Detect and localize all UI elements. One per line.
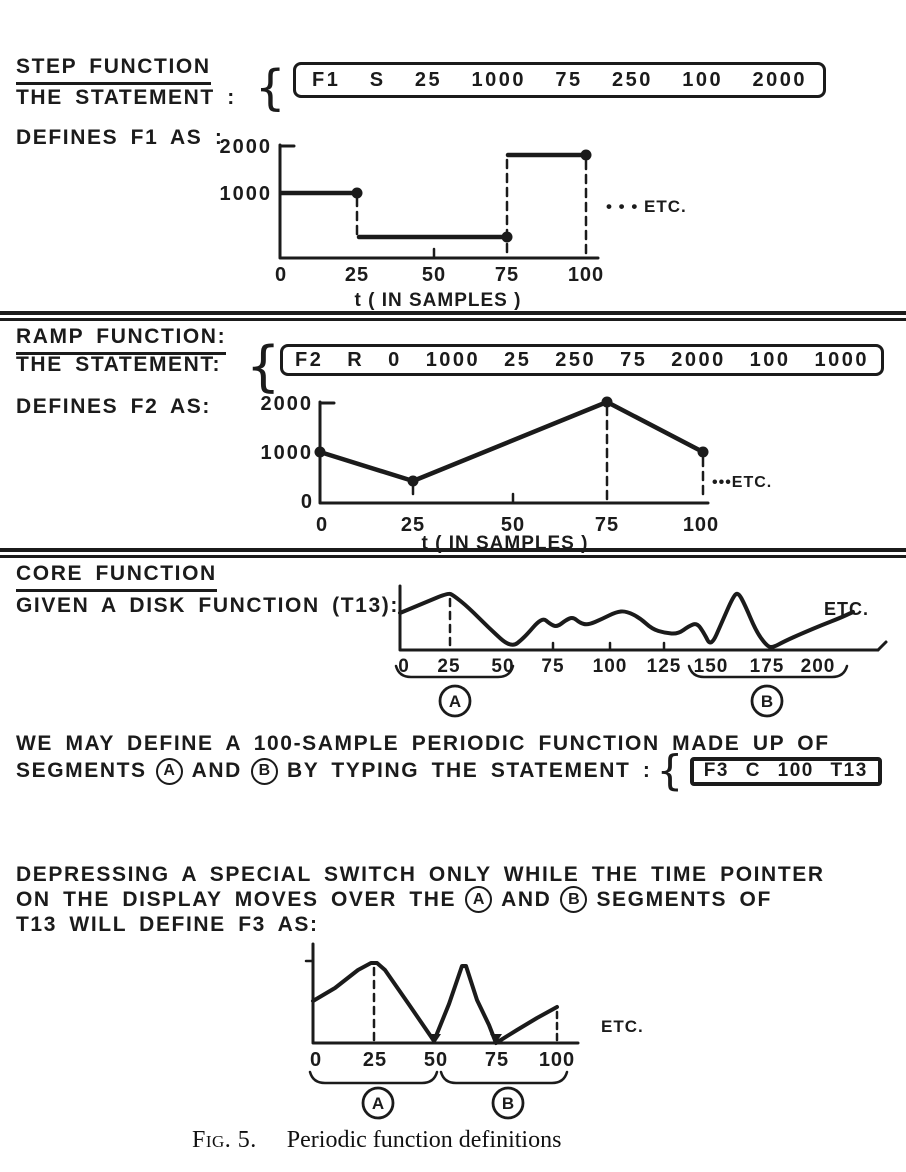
data-point-dot [581, 150, 592, 161]
statement-token: 100 [777, 760, 814, 781]
plot-text: 2000 [260, 393, 313, 415]
plot-text: 150 [693, 656, 729, 677]
caption-figure-number: Fig. 5. [192, 1127, 257, 1153]
statement-token: 1000 [471, 68, 527, 91]
plot-text: 100 [567, 264, 605, 286]
caption-text: Periodic function definitions [286, 1127, 562, 1153]
paragraph-text: AND [191, 759, 242, 782]
statement-token: S [369, 68, 386, 91]
statement-token: 250 [611, 68, 653, 91]
ramp-statement-label: THE STATEMENT: [16, 353, 222, 376]
left-brace-step: { [255, 60, 286, 116]
statement-token: 25 [504, 348, 532, 371]
data-point-dot [502, 232, 513, 243]
circled-segment-letter-text: B [501, 1094, 515, 1113]
statement-token: T13 [830, 760, 868, 781]
plot-stroke [400, 594, 853, 647]
circled-segment-letter-text: B [760, 692, 774, 711]
statement-token: 75 [620, 348, 648, 371]
circled-b-label: B [251, 758, 278, 785]
plot-text: 25 [344, 264, 370, 286]
plot-text: 50 [500, 514, 526, 536]
section-divider-rule [0, 311, 906, 321]
statement-token: 250 [555, 348, 597, 371]
plot-text: ETC. [824, 599, 870, 619]
statement-token: R [347, 348, 365, 371]
plot-text: 1000 [260, 442, 313, 464]
paragraph-text: BY TYPING THE STATEMENT : [286, 759, 652, 782]
statement-box-f2 [280, 344, 884, 376]
statement-box-f3 [690, 757, 882, 786]
statement-token: 75 [555, 68, 583, 91]
statement-token: 100 [682, 68, 724, 91]
statement-token: F2 [295, 348, 324, 371]
step-statement-label: THE STATEMENT : [16, 86, 236, 109]
plot-stroke [878, 642, 886, 650]
step-function-plot [219, 135, 710, 311]
paragraph-text: ON THE DISPLAY MOVES OVER THE [16, 887, 457, 911]
circled-segment-letter-text: A [371, 1094, 385, 1113]
paragraph-text: AND [501, 887, 552, 911]
data-point-dot [408, 476, 419, 487]
plot-text: 0 [315, 514, 329, 536]
statement-token: 1000 [425, 348, 481, 371]
given-disk-function-label: GIVEN A DISK FUNCTION (T13): [16, 594, 399, 617]
plot-stroke [313, 963, 557, 1043]
plot-text: • • • ETC. [606, 197, 687, 216]
core-section-title: CORE FUNCTION [16, 562, 217, 592]
circled-a-label: A [156, 758, 183, 785]
plot-text: 200 [800, 656, 836, 677]
data-point-dot [698, 447, 709, 458]
paragraph-text: WE MAY DEFINE A 100-SAMPLE PERIODIC FUNCTION MADE UP OF [16, 732, 830, 755]
statement-token: 1000 [814, 348, 869, 371]
plot-text: 175 [749, 656, 785, 677]
circled-segment-letter-text: A [448, 692, 462, 711]
statement-token: F1 [312, 68, 341, 91]
statement-token: 25 [414, 68, 443, 91]
paragraph-text: T13 WILL DEFINE F3 AS: [16, 912, 319, 936]
plot-stroke [313, 944, 578, 1043]
core-definition-paragraph: WE MAY DEFINE A 100-SAMPLE PERIODIC FUNCTION MADE UP OF SEGMENTS A AND B BY TYPING THE STATEMENT : { F3 C 100 T13 [16, 731, 882, 784]
statement-token: F3 [703, 760, 729, 781]
statement-box-f1 [293, 62, 826, 98]
statement-token: 2000 [752, 68, 807, 91]
segment-underbrace [441, 1072, 567, 1083]
ramp-function-plot [240, 392, 800, 554]
plot-text: 75 [494, 264, 520, 286]
figure-caption [192, 1127, 561, 1154]
data-point-dot [602, 397, 613, 408]
plot-text: 75 [541, 656, 565, 677]
circled-b-label: B [560, 886, 587, 913]
circled-a-label: A [465, 886, 492, 913]
plot-text: 0 [309, 1049, 323, 1071]
statement-token: C [745, 760, 761, 781]
plot-text: 25 [362, 1049, 388, 1071]
plot-text: 1000 [219, 183, 272, 205]
plot-text: 50 [421, 264, 447, 286]
disk-function-t13-plot [390, 560, 900, 715]
plot-text: ETC. [601, 1017, 644, 1036]
statement-token: 2000 [671, 348, 726, 371]
step-section-title: STEP FUNCTION [16, 55, 211, 85]
plot-text: •••ETC. [712, 474, 773, 491]
plot-text: 0 [274, 264, 288, 286]
ramp-section-title: RAMP FUNCTION: [16, 325, 226, 355]
plot-text: 100 [538, 1049, 576, 1071]
plot-text: 50 [491, 656, 515, 677]
plot-stroke [280, 145, 598, 258]
plot-text: 75 [484, 1049, 510, 1071]
plot-text: 75 [594, 514, 620, 536]
plot-text: 100 [682, 514, 720, 536]
plot-text: 25 [400, 514, 426, 536]
plot-text: 0 [398, 656, 410, 677]
plot-text: 25 [437, 656, 461, 677]
left-brace-ramp: { [246, 335, 281, 398]
statement-token: 0 [388, 348, 402, 371]
plot-text: 100 [592, 656, 628, 677]
paragraph-text: DEPRESSING A SPECIAL SWITCH ONLY WHILE THE TIME POINTER [16, 862, 825, 886]
switch-definition-paragraph [16, 862, 825, 937]
segment-underbrace [310, 1072, 437, 1083]
statement-token: 100 [749, 348, 791, 371]
defines-f2-label: DEFINES F2 AS: [16, 395, 211, 418]
plot-stroke [320, 402, 708, 503]
section-divider-rule [0, 548, 906, 558]
plot-text: 125 [646, 656, 682, 677]
core-function-f3-plot [300, 938, 660, 1118]
plot-text: t ( IN SAMPLES ) [354, 290, 522, 311]
defines-f1-label: DEFINES F1 AS : [16, 126, 224, 149]
plot-stroke [320, 402, 703, 481]
plot-text: 50 [423, 1049, 449, 1071]
paragraph-text: SEGMENTS OF [596, 887, 772, 911]
plot-text: 2000 [219, 136, 272, 158]
data-point-dot [315, 447, 326, 458]
paragraph-text: SEGMENTS [16, 759, 147, 782]
plot-text: t ( IN SAMPLES ) [421, 533, 589, 554]
data-point-dot [352, 188, 363, 199]
plot-text: 0 [300, 491, 313, 513]
